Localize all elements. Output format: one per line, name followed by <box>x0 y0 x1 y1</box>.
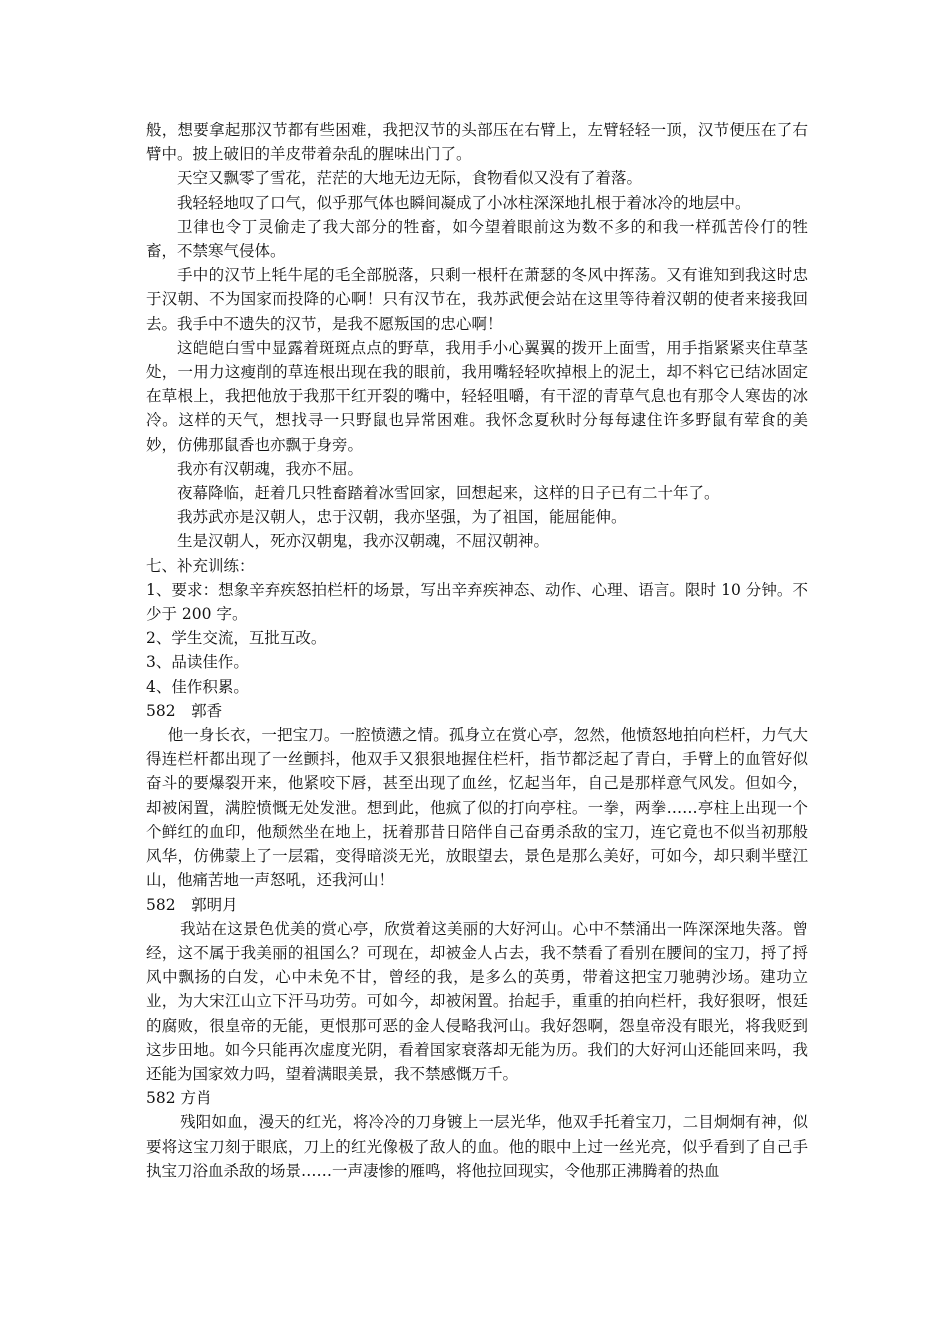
author-label: 582 郭香 <box>146 701 223 720</box>
list-item: 3、品读佳作。 <box>146 653 249 672</box>
paragraph: 他一身长衣，一把宝刀。一腔愤懑之情。孤身立在赏心亭，忽然，他愤怒地拍向栏杆，力气大得连栏杆都出现了一丝颤抖，他双手又狠狠地握住栏杆，指节都泛起了青白，手臂上的血管好似奋斗的要爆裂开来，他紧咬下唇，甚至出现了血丝，忆起当年，自己是那样意气风发。但如今，却被闲置，满腔愤慨无处发泄。想到此，他疯了似的打向亭柱。一拳，两拳……亭柱上出现一个个鲜红的血印，他颓然坐在地上，抚着那昔日陪伴自己奋勇杀敌的宝刀，连它竟也不似当初那般风华，仿佛蒙上了一层霜，变得暗淡无光，放眼望去，景色是那么美好，可如今，却只剩半壁江山，他痛苦地一声怒吼，还我河山！ <box>146 726 808 890</box>
list-item: 1、要求：想象辛弃疾怒拍栏杆的场景，写出辛弃疾神态、动作、心理、语言。限时 10 分钟。不少于 200 字。 <box>146 580 808 624</box>
paragraph: 这皑皑白雪中显露着斑斑点点的野草，我用手小心翼翼的拨开上面雪，用手指紧紧夹住草茎处，一用力这瘦削的草连根出现在我的眼前，我用嘴轻轻吹掉根上的泥土，却不料它已结冰固定在草根上，我把他放于我那干红开裂的嘴中，轻轻咀嚼，有干涩的青草气息也有那令人寒齿的冰冷。这样的天气，想找寻一只野鼠也异常困难。我怀念夏秋时分每每逮住许多野鼠有荤食的美妙，仿佛那鼠香也亦飘于身旁。 <box>146 338 808 454</box>
list-item: 2、学生交流，互批互改。 <box>146 629 327 648</box>
paragraph: 手中的汉节上牦牛尾的毛全部脱落，只剩一根杆在萧瑟的冬风中挥荡。又有谁知到我这时忠于汉朝、不为国家而投降的心啊！只有汉节在，我苏武便会站在这里等待着汉朝的使者来接我回去。我手中不遗失的汉节，是我不愿叛国的忠心啊！ <box>146 266 808 333</box>
paragraph: 夜幕降临，赶着几只牲畜踏着冰雪回家，回想起来，这样的日子已有二十年了。 <box>177 484 720 503</box>
paragraph: 天空又飘零了雪花，茫茫的大地无边无际，食物看似又没有了着落。 <box>177 169 643 188</box>
paragraph: 残阳如血，漫天的红光，将冷冷的刀身镀上一层光华，他双手托着宝刀，二目炯炯有神，似要将这宝刀刻于眼底，刀上的红光像极了敌人的血。他的眼中上过一丝光亮，似乎看到了自己手执宝刀浴血杀敌的场景……一声凄惨的雁鸣，将他拉回现实，令他那正沸腾着的热血 <box>146 1113 808 1180</box>
section-heading: 七、补充训练： <box>146 556 255 575</box>
list-item: 4、佳作积累。 <box>146 677 249 696</box>
paragraph: 我轻轻地叹了口气，似乎那气体也瞬间凝成了小冰柱深深地扎根于着冰冷的地层中。 <box>177 193 751 212</box>
paragraph: 生是汉朝人，死亦汉朝鬼，我亦汉朝魂，不屈汉朝神。 <box>177 532 550 551</box>
paragraph: 般，想要拿起那汉节都有些困难，我把汉节的头部压在右臂上，左臂轻轻一顶，汉节便压在了右臂中。披上破旧的羊皮带着杂乱的腥味出门了。 <box>146 121 808 164</box>
paragraph: 我亦有汉朝魂，我亦不屈。 <box>177 459 364 478</box>
document-body <box>146 118 808 1183</box>
author-label: 582 方肖 <box>146 1089 212 1108</box>
paragraph: 我苏武亦是汉朝人，忠于汉朝，我亦坚强，为了祖国，能屈能伸。 <box>177 508 627 527</box>
paragraph: 卫律也令丁灵偷走了我大部分的牲畜，如今望着眼前这为数不多的和我一样孤苦伶仃的牲畜，不禁寒气侵体。 <box>146 217 808 261</box>
author-label: 582 郭明月 <box>146 895 238 914</box>
paragraph: 我站在这景色优美的赏心亭，欣赏着这美丽的大好河山。心中不禁涌出一阵深深地失落。曾经，这不属于我美丽的祖国么？可现在，却被金人占去，我不禁看了看别在腰间的宝刀，捋了捋风中飘扬的白发，心中未免不甘，曾经的我，是多么的英勇，带着这把宝刀驰骋沙场。建功立业，为大宋江山立下汗马功劳。可如今，却被闲置。抬起手，重重的拍向栏杆，我好狠呀，恨廷的腐败，很皇帝的无能，更恨那可恶的金人侵略我河山。我好怨啊，怨皇帝没有眼光，将我贬到这步田地。如今只能再次虚度光阴，看着国家衰落却无能为历。我们的大好河山还能回来吗，我还能为国家效力吗，望着满眼美景，我不禁感慨万千。 <box>146 919 808 1083</box>
